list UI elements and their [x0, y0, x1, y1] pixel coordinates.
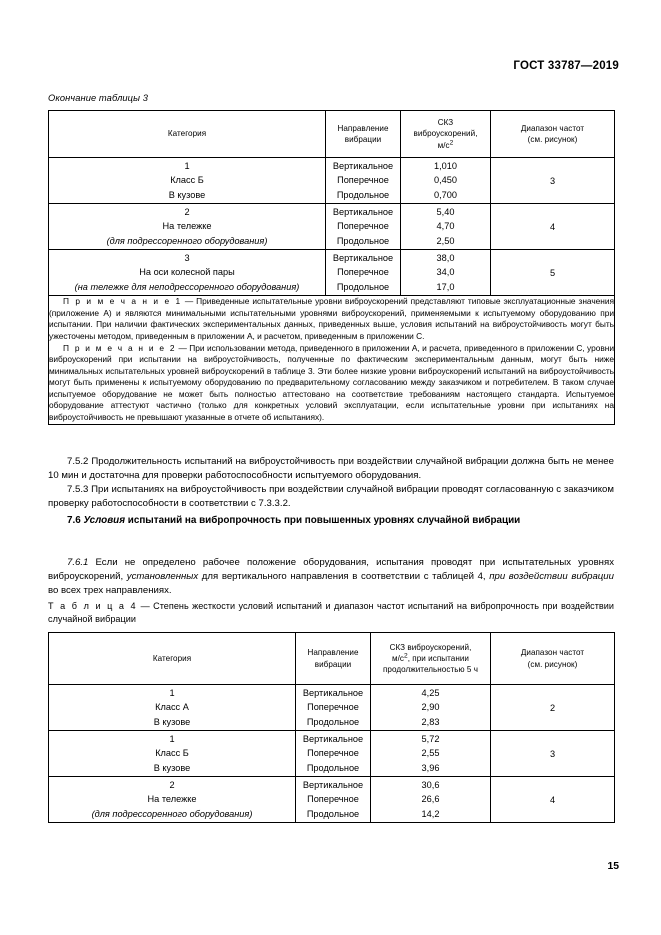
- table3-row1-direction-1: Поперечное: [337, 221, 389, 232]
- table3-row1-value-1: 4,70: [436, 221, 455, 232]
- table3-row1-direction: [326, 204, 401, 250]
- clause-7-5-2: [48, 455, 614, 483]
- table4-row1-range: 3: [491, 731, 615, 777]
- table4-row2-category-line-2: (для подрессоренного оборудования): [91, 808, 253, 819]
- table3-col-direction: [326, 111, 401, 158]
- table3-row0-direction-0: Вертикальное: [332, 161, 394, 172]
- clause-7-6-1-part-2: для вертикального направления в соответствии с таблицей 4,: [198, 571, 490, 583]
- table3-caption: Окончание таблицы 3: [48, 93, 148, 103]
- table3-notes: [49, 296, 615, 425]
- table4-row1-direction-2: Продольное: [306, 762, 360, 773]
- table4-row0-direction-2: Продольное: [306, 716, 360, 727]
- table-row: [49, 158, 615, 204]
- table4-row0-direction-0: Вертикальное: [302, 688, 364, 699]
- table-row: [49, 731, 615, 777]
- table4-header-row: [49, 633, 615, 685]
- table4-col-category-label: Категория: [152, 653, 192, 663]
- table4-row0-value-0: 4,25: [421, 688, 440, 699]
- table3-row2-category: [49, 250, 326, 296]
- table3-col-direction-label-1: Направление: [337, 123, 389, 133]
- clause-7-5-3: [48, 483, 614, 511]
- table4-caption-label: Т а б л и ц а 4: [48, 601, 138, 611]
- table4-col-freq-range-label-2: (см. рисунок): [527, 659, 578, 669]
- table4-row2-values: [371, 777, 491, 823]
- table3-col-category-label: Категория: [167, 129, 207, 139]
- table3-col-rms-label-1: СКЗ: [437, 118, 454, 128]
- clause-7-6-1-italic-2: при воздействии вибрации: [489, 571, 614, 583]
- table4-row0-category-line-2: В кузове: [153, 716, 191, 727]
- table4-row1-category: [49, 731, 296, 777]
- table-3: [48, 110, 615, 425]
- table4-col-direction-label-1: Направление: [307, 648, 359, 658]
- table4-row0-direction: [296, 685, 371, 731]
- table3-col-rms-label-2: виброускорений,: [413, 129, 478, 139]
- table3-row1-range: 4: [491, 204, 615, 250]
- table3-row2-range: 5: [491, 250, 615, 296]
- table3-row2-direction-0: Вертикальное: [332, 253, 394, 264]
- table3-row2-category-line-2: (на тележке для неподрессоренного оборудования): [74, 281, 300, 292]
- table4-caption-text: Степень жесткости условий испытаний и диапазон частот испытаний на вибропрочность при воздействии случайной вибрации: [48, 601, 614, 625]
- clause-7-6-1-part-3: во всех трех направлениях.: [48, 585, 172, 597]
- table4-caption-dash: —: [137, 601, 154, 611]
- table3-notes-row: [49, 296, 615, 425]
- table4-col-direction: [296, 633, 371, 685]
- table3-note-2-text: При использовании метода, приведенного в приложении А, и расчета, приведенного в приложении С, уровни виброускорений при испытании на виброустойчивость, полученные по фактическим экспериментальным данным, могут быть ниже минимальных испытательных уровней виброускорений в таблице 3. Эти более низкие уровни виброускорений испытаний на виброустойчивость могут быть применены к испытуемому оборудованию по предварительному согласованию между заказчиком и потребителем. В таком случае испытуемое оборудование не может быть полностью аттестовано на соответствие требованиям настоящего стандарта. Испытуемое оборудование аттестуют частично (только для конкретных условий эксплуатации, если испытательные уровни при испытаниях на виброустойчивость не превышают указанные в отчете об испытаниях).: [49, 342, 614, 422]
- table4-row2-category-line-1: На тележке: [147, 794, 197, 805]
- table4-row1-category-line-2: В кузове: [153, 762, 191, 773]
- table3-row2-direction-2: Продольное: [336, 281, 390, 292]
- table3-row1-direction-0: Вертикальное: [332, 207, 394, 218]
- table3-row2-direction-1: Поперечное: [337, 267, 389, 278]
- table3-note-1: [49, 296, 614, 342]
- table3-row2-value-1: 34,0: [436, 267, 455, 278]
- table3-row1-value-0: 5,40: [436, 207, 455, 218]
- document-standard-id: ГОСТ 33787—2019: [513, 60, 619, 72]
- table3-col-category: [49, 111, 326, 158]
- clause-7-6-1: [48, 556, 614, 598]
- table4-row2-direction: [296, 777, 371, 823]
- page-number: 15: [607, 861, 619, 872]
- table3-row0-direction: [326, 158, 401, 204]
- table4-col-category: [49, 633, 296, 685]
- table4-row1-values: [371, 731, 491, 777]
- table3-note-1-dash: —: [181, 296, 197, 306]
- table3-note-1-text: Приведенные испытательные уровни виброускорений представляют типовые эксплуатационные значения (приложение А) и являются минимальными испытательными уровнями виброускорений, применяемыми к испытуемому оборудованию при испытании. При наличии фактических экспериментальных данных, приведенных выше, условия испытаний на виброустойчивость могут быть ужесточены методом, приведенным в приложении А, и расчетом, приведенным в приложении С.: [49, 296, 615, 341]
- table3-row2-category-line-1: На оси колесной пары: [139, 267, 235, 278]
- table3-col-freq-range: [491, 111, 615, 158]
- table3-row2-values: [401, 250, 491, 296]
- clause-7-5-3-text: 7.5.3 При испытаниях на виброустойчивость при воздействии случайной вибрации проводят согласованную с заказчиком проверку работоспособности в соответствии с 7.3.3.2.: [48, 484, 614, 510]
- table4-col-direction-label-2: вибрации: [314, 659, 352, 669]
- table3-row1-category-line-1: На тележке: [162, 221, 212, 232]
- table4-row0-value-2: 2,83: [421, 716, 440, 727]
- section-7-6-number: 7.6: [67, 515, 84, 526]
- table3-row1-category-line-2: (для подрессоренного оборудования): [106, 235, 268, 246]
- table3-header-row: [49, 111, 615, 158]
- table3-col-freq-range-label-1: Диапазон частот: [520, 123, 585, 133]
- table3-row1-category-line-0: 2: [184, 207, 190, 218]
- clause-7-5-2-text: 7.5.2 Продолжительность испытаний на виброустойчивость при воздействии случайной вибрации должна быть не менее 10 мин и достаточна для проверки работоспособности испытуемого оборудования.: [48, 456, 614, 482]
- table3-row0-direction-2: Продольное: [336, 189, 390, 200]
- clause-7-6-1-number: 7.6.1: [67, 557, 89, 568]
- table4-row1-value-2: 3,96: [421, 762, 440, 773]
- table3-col-rms-superscript: 2: [449, 138, 454, 146]
- section-7-6-title-rest: испытаний на вибропрочность при повышенных уровнях случайной вибрации: [125, 515, 521, 526]
- table4-row2-direction-0: Вертикальное: [302, 780, 364, 791]
- clause-7-6-1-part-1: Если не определено рабочее положение оборудования, испытания проводят при испытательных уровнях виброускорений,: [48, 557, 614, 583]
- table-row: [49, 250, 615, 296]
- table3-row0-range: 3: [491, 158, 615, 204]
- table-row: [49, 777, 615, 823]
- table3-col-direction-label-2: вибрации: [344, 135, 382, 144]
- table4-row2-value-0: 30,6: [421, 780, 440, 791]
- table3-note-1-label: П р и м е ч а н и е 1: [63, 296, 182, 306]
- table3-note-2-label: П р и м е ч а н и е 2: [63, 342, 177, 353]
- table3-col-rms: [401, 111, 491, 158]
- table4-row1-direction-1: Поперечное: [307, 748, 359, 759]
- table4-row1-direction: [296, 731, 371, 777]
- table3-col-rms-unit: м/с: [437, 140, 450, 150]
- table4-row2-category-line-0: 2: [169, 780, 175, 791]
- table4-row2-value-2: 14,2: [421, 808, 440, 819]
- table3-row0-value-0: 1,010: [434, 161, 457, 172]
- table3-row0-category-line-1: Класс Б: [170, 175, 204, 186]
- table3-row0-value-2: 0,700: [434, 189, 457, 200]
- table-row: [49, 204, 615, 250]
- table3-row0-category: [49, 158, 326, 204]
- table3-note-2-dash: —: [176, 342, 190, 353]
- table4-col-rms-unit: м/с: [391, 653, 404, 663]
- table4-row2-direction-1: Поперечное: [307, 794, 359, 805]
- table4-row1-direction-0: Вертикальное: [302, 734, 364, 745]
- table3-row1-category: [49, 204, 326, 250]
- table4-col-freq-range-label-1: Диапазон частот: [520, 648, 585, 658]
- table4-row0-category-line-0: 1: [169, 688, 175, 699]
- table4-row1-category-line-0: 1: [169, 734, 175, 745]
- table4-row2-range: 4: [491, 777, 615, 823]
- table4-row0-direction-1: Поперечное: [307, 702, 359, 713]
- table3-row1-values: [401, 204, 491, 250]
- table4-row1-category-line-1: Класс Б: [155, 748, 189, 759]
- table3-col-freq-range-label-2: (см. рисунок): [527, 135, 578, 144]
- section-7-6-title-italic: Условия: [83, 515, 126, 526]
- table3-row2-category-line-0: 3: [184, 253, 190, 264]
- table4-col-rms: [371, 633, 491, 685]
- table-row: [49, 685, 615, 731]
- table3-row1-value-2: 2,50: [436, 235, 455, 246]
- table4-col-freq-range: [491, 633, 615, 685]
- table4-caption: [48, 600, 614, 627]
- table4-col-rms-label-3: , при испытании продолжительностью 5 ч: [382, 653, 479, 675]
- table4-row0-category: [49, 685, 296, 731]
- table4-row0-values: [371, 685, 491, 731]
- table4-row2-value-1: 26,6: [421, 794, 440, 805]
- table3-row0-value-1: 0,450: [434, 175, 457, 186]
- table4-row0-category-line-1: Класс А: [155, 702, 189, 713]
- clause-7-6-1-italic-1: установленных: [126, 571, 199, 583]
- table3-row2-value-2: 17,0: [436, 281, 455, 292]
- table4-col-rms-label-1: СКЗ виброускорений,: [389, 642, 472, 652]
- table4-row1-value-0: 5,72: [421, 734, 440, 745]
- table3-row0-values: [401, 158, 491, 204]
- table4-row2-direction-2: Продольное: [306, 808, 360, 819]
- table3-row0-direction-1: Поперечное: [337, 175, 389, 186]
- table4-row1-value-1: 2,55: [421, 748, 440, 759]
- table3-row2-direction: [326, 250, 401, 296]
- table4-row2-category: [49, 777, 296, 823]
- table3-note-2: [49, 343, 614, 424]
- table3-row1-direction-2: Продольное: [336, 235, 390, 246]
- section-7-6-heading: [48, 514, 578, 529]
- table3-row0-category-line-2: В кузове: [168, 189, 206, 200]
- table4-col-rms-superscript: 2: [403, 652, 408, 660]
- table3-row2-value-0: 38,0: [436, 253, 455, 264]
- table3-row0-category-line-0: 1: [184, 161, 190, 172]
- clause-7-6-1-text: [48, 556, 614, 598]
- table-4: [48, 632, 615, 823]
- table4-row0-range: 2: [491, 685, 615, 731]
- table4-row0-value-1: 2,90: [421, 702, 440, 713]
